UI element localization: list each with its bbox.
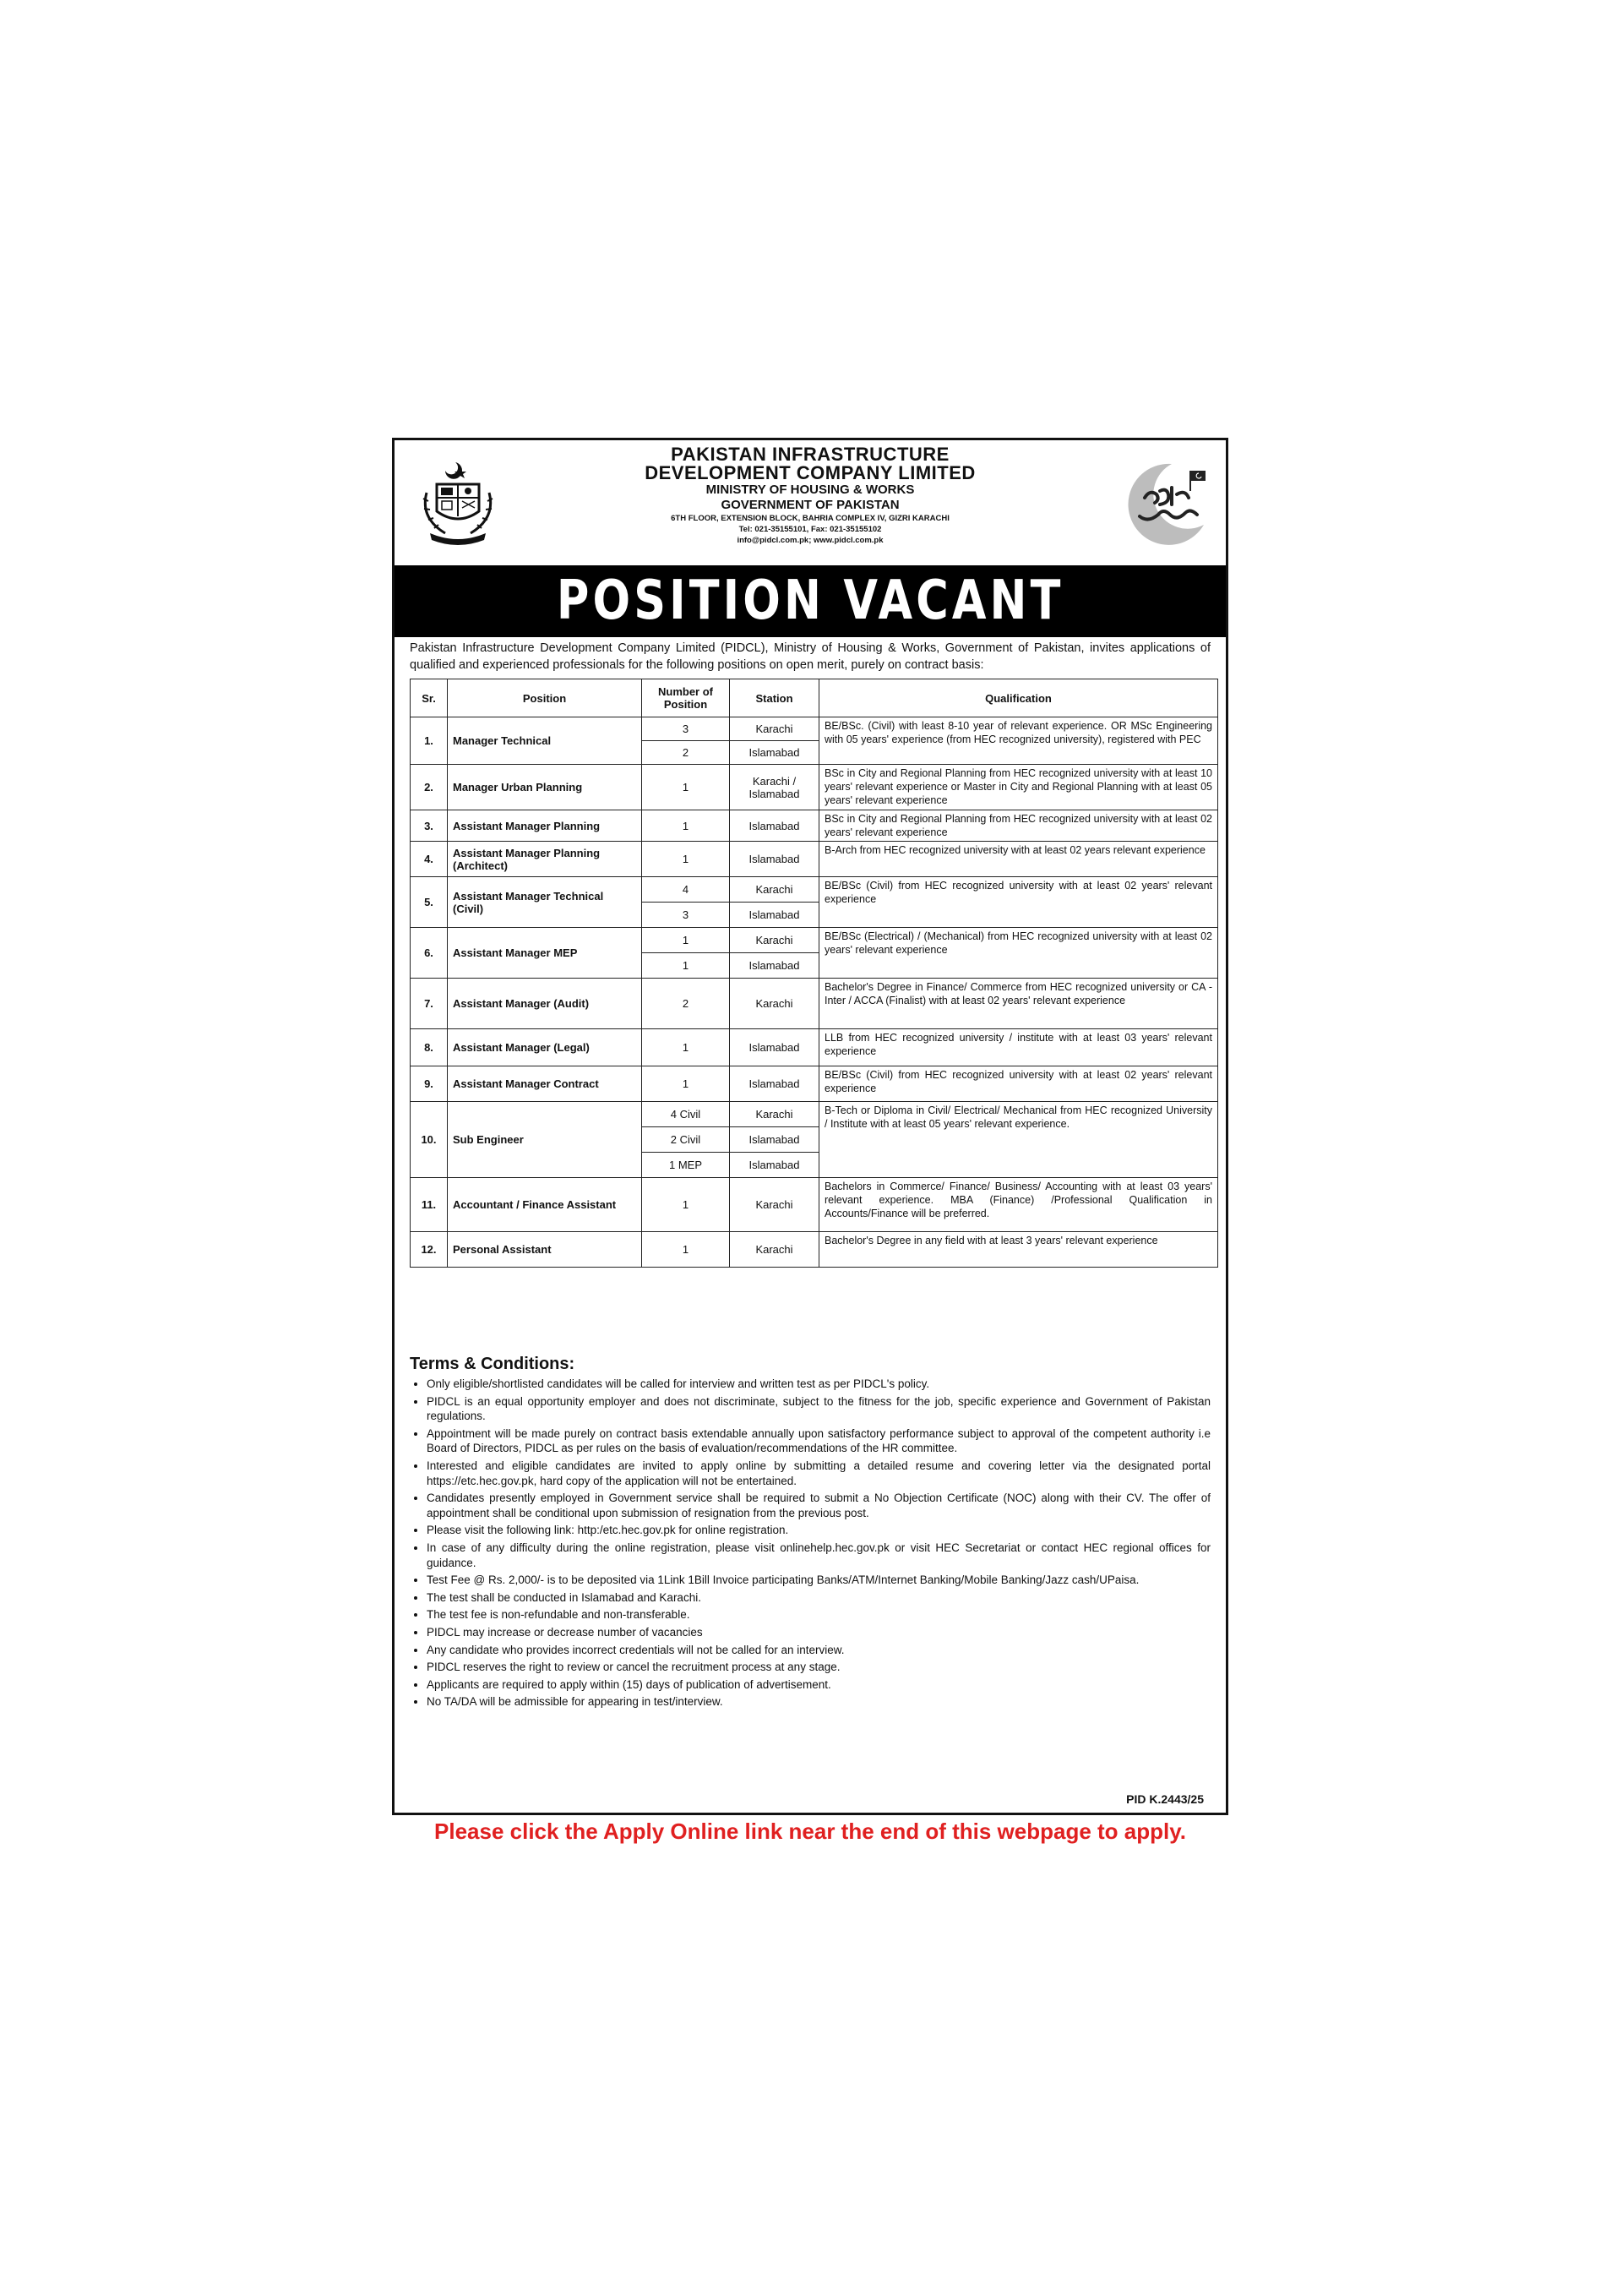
table-row — [411, 717, 1218, 741]
cell-position: Assistant Manager Technical (Civil) — [448, 877, 642, 928]
cell-qualification: BE/BSc (Electrical) / (Mechanical) from HEC recognized university with at least 02 years' relevant experience — [819, 928, 1218, 979]
cell-qualification: Bachelor's Degree in Finance/ Commerce from HEC recognized university or CA -Inter / ACCA (Finalist) with at least 02 years' relevant experience — [819, 979, 1218, 1029]
org-name-line1: PAKISTAN INFRASTRUCTURE — [671, 444, 950, 465]
cell-station: Karachi / Islamabad — [730, 765, 819, 810]
table-row — [411, 765, 1218, 810]
organization-block — [513, 445, 1108, 546]
cell-position: Assistant Manager MEP — [448, 928, 642, 979]
cell-position: Sub Engineer — [448, 1102, 642, 1178]
table-row — [411, 1102, 1218, 1127]
terms-item: • PIDCL may increase or decrease number of vacancies — [427, 1625, 1211, 1640]
cell-station: Karachi — [730, 1232, 819, 1268]
cell-sr: 10. — [411, 1102, 448, 1178]
column-header-qualification: Qualification — [819, 679, 1218, 717]
org-phone: Tel: 021-35155101, Fax: 021-35155102 — [738, 525, 882, 534]
cell-qualification: B-Tech or Diploma in Civil/ Electrical/ Mechanical from HEC recognized University / Institute with at least 05 years' relevant experience. — [819, 1102, 1218, 1178]
cell-station: Islamabad — [730, 810, 819, 842]
cell-number-of-position: 1 — [642, 928, 730, 953]
pid-number: PID K.2443/25 — [1126, 1792, 1204, 1806]
cell-number-of-position: 2 — [642, 979, 730, 1029]
cell-station: Karachi — [730, 877, 819, 903]
column-header-station: Station — [730, 679, 819, 717]
cell-qualification: B-Arch from HEC recognized university with at least 02 years relevant experience — [819, 842, 1218, 877]
terms-item: • The test shall be conducted in Islamabad and Karachi. — [427, 1590, 1211, 1606]
positions-table-body — [411, 717, 1218, 1268]
cell-qualification: Bachelor's Degree in any field with at least 3 years' relevant experience — [819, 1232, 1218, 1268]
cell-qualification: Bachelors in Commerce/ Finance/ Business/ Accounting with at least 03 years' relevant experience. MBA (Finance) /Professional Qualification in Accounts/Finance will be preferred. — [819, 1178, 1218, 1232]
cell-number-of-position: 1 — [642, 1029, 730, 1066]
cell-position: Assistant Manager Planning (Architect) — [448, 842, 642, 877]
ministry-name: MINISTRY OF HOUSING & WORKS — [705, 483, 915, 497]
cell-station: Karachi — [730, 717, 819, 741]
cell-station: Islamabad — [730, 1127, 819, 1153]
cell-sr: 7. — [411, 979, 448, 1029]
cell-qualification: BSc in City and Regional Planning from HEC recognized university with at least 10 years' relevant experience or Master in City and Regional Planning with at least 05 years' relevant experience — [819, 765, 1218, 810]
cell-sr: 9. — [411, 1066, 448, 1102]
cell-sr: 1. — [411, 717, 448, 765]
cell-sr: 11. — [411, 1178, 448, 1232]
terms-item: • PIDCL is an equal opportunity employer and does not discriminate, subject to the fitness for the job, specific experience and Government of Pakistan regulations. — [427, 1394, 1211, 1424]
cell-station: Islamabad — [730, 903, 819, 928]
cell-station: Karachi — [730, 979, 819, 1029]
cell-station: Islamabad — [730, 842, 819, 877]
column-header-sr: Sr. — [411, 679, 448, 717]
cell-qualification: BE/BSc. (Civil) with least 8-10 year of relevant experience. OR MSc Engineering with 05 years' experience (from HEC recognized university), registered with PEC — [819, 717, 1218, 765]
cell-number-of-position: 3 — [642, 717, 730, 741]
cell-sr: 12. — [411, 1232, 448, 1268]
cell-sr: 4. — [411, 842, 448, 877]
cell-station: Islamabad — [730, 953, 819, 979]
job-advertisement — [392, 438, 1228, 1815]
cell-position: Assistant Manager Planning — [448, 810, 642, 842]
cell-number-of-position: 1 — [642, 842, 730, 877]
terms-list — [410, 1377, 1211, 1710]
banner-title: POSITION VACANT — [556, 570, 1064, 632]
cell-number-of-position: 2 Civil — [642, 1127, 730, 1153]
table-row — [411, 1178, 1218, 1232]
terms-item: • Any candidate who provides incorrect credentials will not be called for an interview. — [427, 1643, 1211, 1658]
cell-sr: 2. — [411, 765, 448, 810]
terms-item: • In case of any difficulty during the online registration, please visit onlinehelp.hec.gov.pk or visit HEC Secretariat or contact HEC regional offices for guidance. — [427, 1541, 1211, 1570]
intro-paragraph: Pakistan Infrastructure Development Company Limited (PIDCL), Ministry of Housing & Works, Government of Pakistan, invites applications of qualified and experienced professionals for the following positions on open merit, purely on contract basis: — [410, 641, 1211, 672]
table-row — [411, 842, 1218, 877]
cell-position: Assistant Manager (Legal) — [448, 1029, 642, 1066]
cell-position: Assistant Manager Contract — [448, 1066, 642, 1102]
cell-station: Karachi — [730, 1178, 819, 1232]
table-row — [411, 1066, 1218, 1102]
terms-item: • Only eligible/shortlisted candidates will be called for interview and written test as per PIDCL's policy. — [427, 1377, 1211, 1392]
cell-position: Assistant Manager (Audit) — [448, 979, 642, 1029]
cell-number-of-position: 1 MEP — [642, 1153, 730, 1178]
terms-item: • PIDCL reserves the right to review or cancel the recruitment process at any stage. — [427, 1660, 1211, 1675]
cell-position: Manager Urban Planning — [448, 765, 642, 810]
cell-qualification: LLB from HEC recognized university / institute with at least 03 years' relevant experience — [819, 1029, 1218, 1066]
cell-position: Personal Assistant — [448, 1232, 642, 1268]
cell-position: Accountant / Finance Assistant — [448, 1178, 642, 1232]
azm-e-istehkam-logo — [1121, 457, 1214, 550]
terms-item: • Applicants are required to apply within (15) days of publication of advertisement. — [427, 1677, 1211, 1693]
cell-number-of-position: 1 — [642, 1178, 730, 1232]
cell-sr: 5. — [411, 877, 448, 928]
terms-item: • Candidates presently employed in Government service shall be required to submit a No Objection Certificate (NOC) along with their CV. The offer of appointment shall be conditional upon submission of resignation from the previous post. — [427, 1491, 1211, 1520]
cell-sr: 6. — [411, 928, 448, 979]
apply-online-note: Please click the Apply Online link near the end of this webpage to apply. — [434, 1819, 1186, 1844]
cell-number-of-position: 1 — [642, 810, 730, 842]
cell-station: Karachi — [730, 928, 819, 953]
table-row — [411, 928, 1218, 953]
positions-table — [410, 679, 1218, 1268]
table-row — [411, 1232, 1218, 1268]
terms-item: • Test Fee @ Rs. 2,000/- is to be deposited via 1Link 1Bill Invoice participating Banks/ATM/Internet Banking/Mobile Banking/Jazz cash/UPaisa. — [427, 1573, 1211, 1588]
cell-position: Manager Technical — [448, 717, 642, 765]
table-row — [411, 877, 1218, 903]
cell-number-of-position: 2 — [642, 741, 730, 765]
cell-station: Islamabad — [730, 1066, 819, 1102]
cell-qualification: BSc in City and Regional Planning from HEC recognized university with at least 02 years' relevant experience — [819, 810, 1218, 842]
terms-item: • Interested and eligible candidates are invited to apply online by submitting a detailed resume and covering letter via the designated portal https://etc.hec.gov.pk, hard copy of the application will not be entertained. — [427, 1459, 1211, 1488]
table-row — [411, 979, 1218, 1029]
terms-item: • The test fee is non-refundable and non-transferable. — [427, 1607, 1211, 1622]
cell-station: Karachi — [730, 1102, 819, 1127]
cell-sr: 8. — [411, 1029, 448, 1066]
cell-number-of-position: 1 — [642, 1066, 730, 1102]
terms-title: Terms & Conditions: — [410, 1355, 575, 1373]
terms-item: • Appointment will be made purely on contract basis extendable annually upon satisfactory performance subject to approval of the competent authority i.e Board of Directors, PIDCL as per rules on the basis of evaluation/recommendations of the HR committee. — [427, 1426, 1211, 1456]
cell-sr: 3. — [411, 810, 448, 842]
table-row — [411, 810, 1218, 842]
table-header-row — [411, 679, 1218, 717]
terms-item: • Please visit the following link: http:/etc.hec.gov.pk for online registration. — [427, 1523, 1211, 1538]
terms-section — [410, 1353, 1211, 1712]
government-name: GOVERNMENT OF PAKISTAN — [721, 498, 900, 512]
cell-qualification: BE/BSc (Civil) from HEC recognized university with at least 02 years' relevant experience — [819, 877, 1218, 928]
cell-station: Islamabad — [730, 741, 819, 765]
cell-number-of-position: 3 — [642, 903, 730, 928]
column-header-number: Number of Position — [642, 679, 730, 717]
cell-number-of-position: 1 — [642, 953, 730, 979]
cell-number-of-position: 1 — [642, 1232, 730, 1268]
position-vacant-banner — [395, 565, 1226, 637]
cell-number-of-position: 1 — [642, 765, 730, 810]
advertisement-header — [395, 440, 1226, 567]
org-name-line2: DEVELOPMENT COMPANY LIMITED — [645, 462, 976, 483]
cell-number-of-position: 4 Civil — [642, 1102, 730, 1127]
cell-station: Islamabad — [730, 1029, 819, 1066]
terms-item: • No TA/DA will be admissible for appearing in test/interview. — [427, 1694, 1211, 1710]
column-header-position: Position — [448, 679, 642, 717]
government-emblem-icon — [411, 459, 504, 552]
cell-station: Islamabad — [730, 1153, 819, 1178]
org-address: 6TH FLOOR, EXTENSION BLOCK, BAHRIA COMPLEX IV, GIZRI KARACHI — [671, 514, 950, 523]
org-email-web: info@pidcl.com.pk; www.pidcl.com.pk — [737, 536, 884, 545]
table-row — [411, 1029, 1218, 1066]
cell-qualification: BE/BSc (Civil) from HEC recognized university with at least 02 years' relevant experience — [819, 1066, 1218, 1102]
cell-number-of-position: 4 — [642, 877, 730, 903]
